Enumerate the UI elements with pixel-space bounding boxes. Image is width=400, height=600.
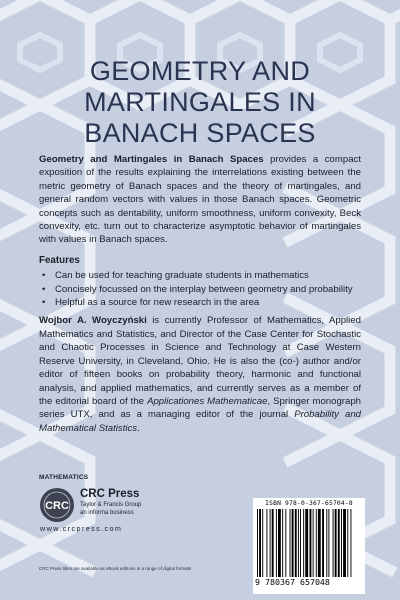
barcode-bars (257, 509, 361, 577)
barcode-bar (347, 509, 348, 577)
barcode-bar (343, 509, 346, 577)
summary-text: provides a compact exposition of the results explaining the interrelations existing between the metric geometry of Banach spaces and the theory of martingales, and general random vectors with values in those Banach spaces. Geometric concepts such as dentability, uniform smoothness, uniform convexity, Beck convexity, etc. turn out to characterize asymptotic behavior of martingales with values in Banach spaces. (39, 154, 361, 246)
barcode-bar (328, 509, 329, 577)
publisher-url: www.crcpress.com (40, 524, 123, 533)
barcode-bar (276, 509, 277, 577)
ebook-note: CRC Press titles are available as eBook editions in a range of digital formats (39, 566, 192, 571)
barcode-digits: 9 780367 657048 (255, 577, 330, 587)
barcode-bar (313, 509, 314, 577)
book-title (0, 56, 400, 149)
barcode-bar (326, 509, 327, 577)
barcode-bar (278, 509, 281, 577)
barcode-bar (335, 509, 337, 577)
crc-press-logo-icon (39, 487, 75, 523)
publisher-logo (39, 486, 179, 536)
barcode-bar (285, 509, 286, 577)
barcode-bar (305, 509, 308, 577)
publisher-name: CRC Press (80, 488, 140, 500)
barcode-bar (259, 509, 261, 577)
title-line-2: MARTINGALES IN (84, 87, 316, 117)
barcode-bar (292, 509, 294, 577)
summary-paragraph (39, 153, 361, 247)
barcode-bar (266, 509, 267, 577)
author-bio-text-3: . (137, 422, 140, 434)
barcode-bar (272, 509, 274, 577)
title-line-1: GEOMETRY AND (89, 56, 311, 86)
barcode-bar (295, 509, 297, 577)
feature-item: • Concisely focussed on the interplay between geometry and probability (39, 283, 361, 296)
barcode-bar (350, 509, 351, 577)
summary-book-title: Geometry and Martingales in Banach Spaces (39, 154, 264, 165)
isbn-barcode (253, 498, 365, 594)
barcode-bar (262, 509, 263, 577)
features-heading: Features (39, 254, 80, 266)
barcode-bar (338, 509, 340, 577)
barcode-bar (318, 509, 321, 577)
barcode-bar (298, 509, 299, 577)
barcode-bar (257, 509, 258, 577)
title-line-3: BANACH SPACES (84, 118, 316, 148)
journal-name-2: Probability and Mathematical Statistics (39, 409, 361, 434)
isbn-text: ISBN 978-0-367-65704-8 (265, 500, 353, 507)
back-cover-text (39, 153, 361, 435)
feature-item: • Can be used for teaching graduate students in mathematics (39, 269, 361, 282)
author-bio-text-2: , Springer monograph series UTX, and as a managing editor of the journal (39, 395, 361, 421)
barcode-bar (341, 509, 342, 577)
publisher-group: Taylor & Francis Group (80, 502, 142, 508)
publisher-business: an informa business (80, 510, 134, 516)
journal-name-1: Applicationes Mathematicae (147, 395, 268, 407)
author-bio (39, 314, 361, 435)
feature-item: • Helpful as a source for new research in the area (39, 296, 361, 309)
author-bio-text-1: is currently Professor of Mathematics, Applied Mathematics and Statistics, and Director of the Case Center for Stochastic and Chaotic Processes in Science and Technology at Case Western Reserve University, in Cleveland, Ohio. He is also the (co-) author and/or editor of fifteen books on probability theory, harmonic and functional analysis, and applied mathematics, and currently serves as a member of the editorial board of the (39, 315, 361, 407)
features-list (39, 269, 361, 309)
barcode-bar (316, 509, 317, 577)
barcode-bar (322, 509, 324, 577)
subject-category: MATHEMATICS (39, 474, 89, 481)
barcode-bar (303, 509, 304, 577)
logo-letters: CRC (45, 500, 69, 512)
barcode-bar (282, 509, 283, 577)
author-name: Wojbor A. Woyczyński (39, 315, 147, 327)
barcode-bar (310, 509, 312, 577)
barcode-bar (333, 509, 334, 577)
barcode-bar (290, 509, 291, 577)
barcode-bar (270, 509, 271, 577)
barcode-bar (300, 509, 301, 577)
